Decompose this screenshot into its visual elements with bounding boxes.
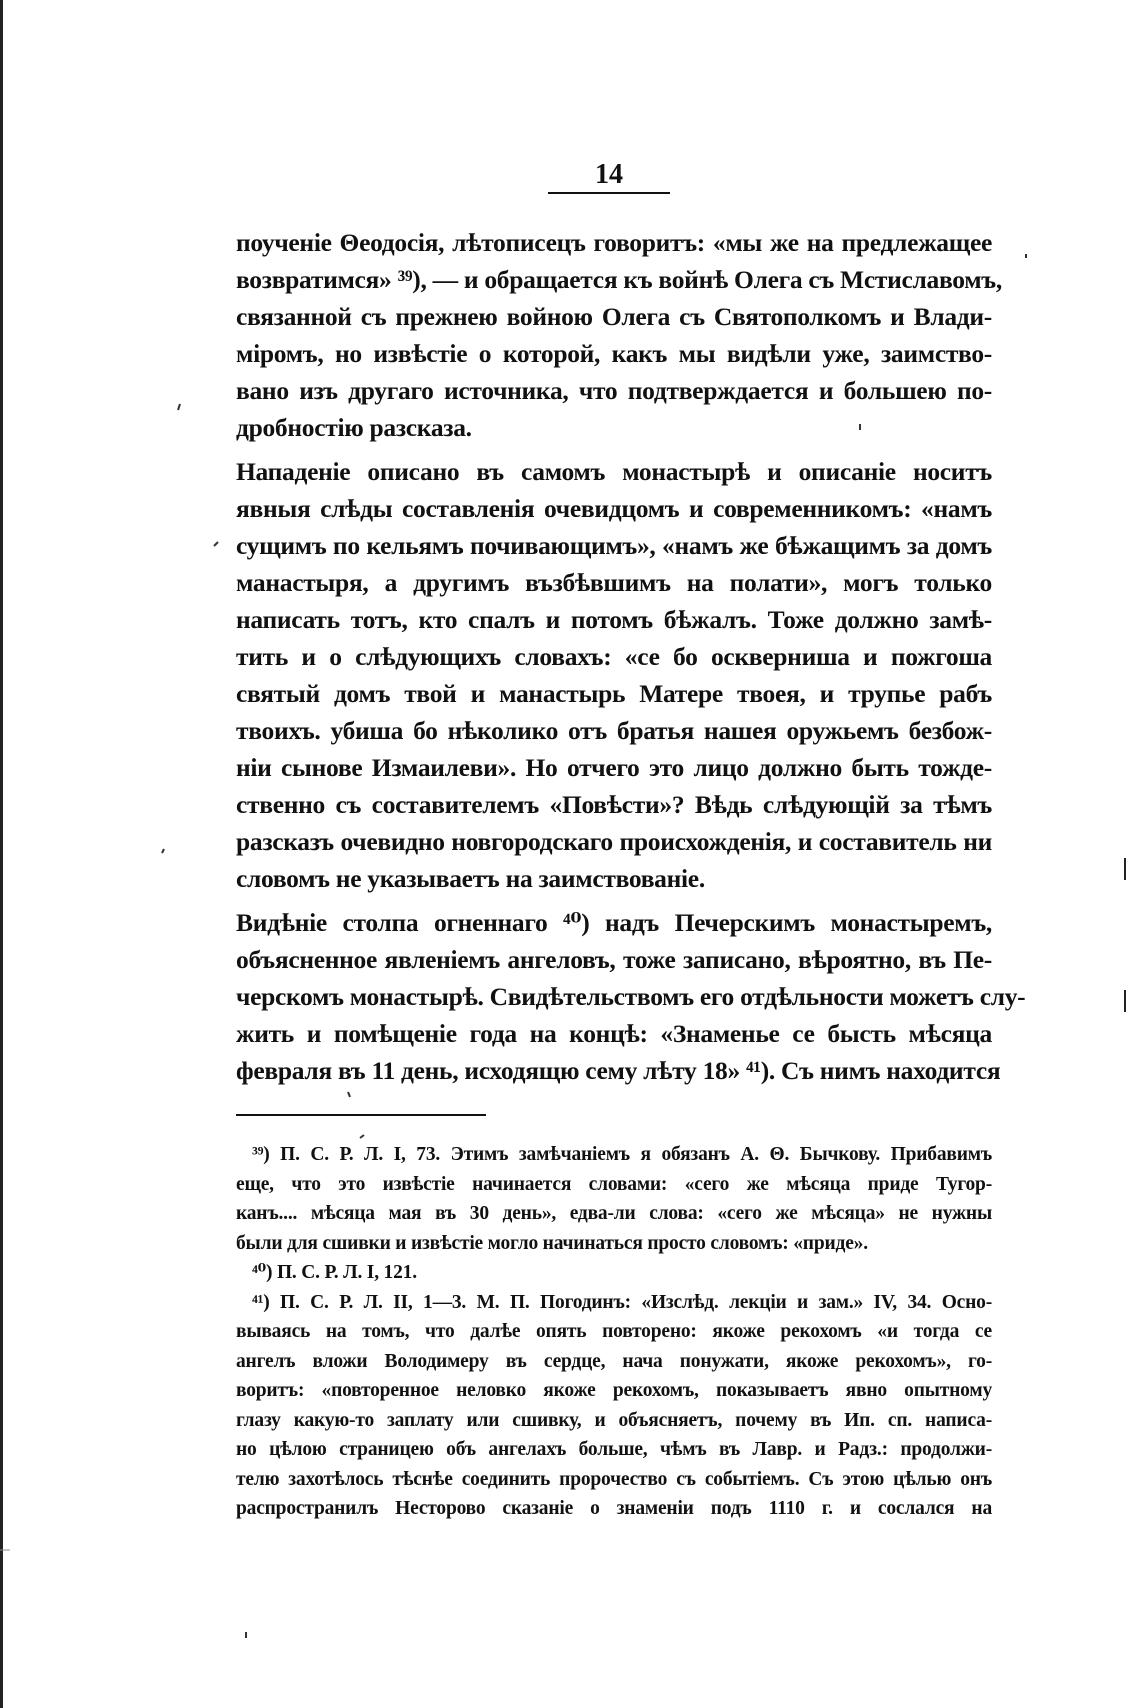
text-line: черскомъ монастырѣ. Свидѣтельствомъ его отдѣльности можетъ слу- xyxy=(236,982,1026,1011)
text-line: сущимъ по кельямъ почивающимъ», «намъ же бѣжащимъ за домъ xyxy=(236,531,992,560)
footnote-line: воритъ: «повторенное неловко якоже рекохомъ, показываетъ явно опытному xyxy=(236,1380,992,1401)
text-line: разсказъ очевидно новгородскаго происхожденія, и составитель ни xyxy=(236,827,992,856)
text-line: ственно съ составителемъ «Повѣсти»? Вѣдь слѣдующій за тѣмъ xyxy=(236,790,992,819)
text-line: манастыря, а другимъ възбѣвшимъ на полати», могъ только xyxy=(236,568,992,597)
footnote-line: глазу какую-то заплату или сшивку, и объясняетъ, почему въ Ип. сп. написа- xyxy=(236,1409,992,1431)
footnote-rule xyxy=(236,1114,486,1116)
footnote-line: еще, что это извѣстіе начинается словами: «сего же мѣсяца приде Тугор- xyxy=(236,1173,992,1195)
page-number-rule xyxy=(548,192,670,194)
text-line: связанной съ прежнею войною Олега съ Святополкомъ и Влади- xyxy=(236,302,992,331)
footnote-line: ⁴¹) П. С. Р. Л. II, 1—3. М. П. Погодинъ: «Изслѣд. лекціи и зам.» IV, 34. Осно- xyxy=(252,1291,992,1313)
text-line: вано изъ другаго источника, что подтверждается и большею по- xyxy=(236,376,992,405)
footnote-line: ³⁹) П. С. Р. Л. I, 73. Этимъ замѣчаніемъ я обязанъ А. Θ. Бычкову. Прибавимъ xyxy=(252,1144,992,1165)
footnote-line: вываясь на томъ, что далѣе опять повторено: якоже рекохомъ «и тогда се xyxy=(236,1321,992,1342)
main-text xyxy=(236,224,1026,1089)
footnote-line: ⁴⁰) П. С. Р. Л. I, 121. xyxy=(252,1262,417,1283)
text-line: возвратимся» ³⁹), — и обращается къ войнѣ Олега съ Мстиславомъ, xyxy=(236,265,1002,294)
page-number: 14 xyxy=(595,159,623,190)
text-line: святый домъ твой и манастырь Матере твоея, и трупье рабъ xyxy=(236,679,992,708)
footnote-line: были для сшивки и извѣстіе могло начинаться просто словомъ: «приде». xyxy=(236,1232,868,1254)
footnotes xyxy=(236,1140,992,1524)
footnote-line: распространилъ Несторово сказаніе о знаменіи подъ 1110 г. и сослался на xyxy=(236,1498,992,1519)
text-line: явныя слѣды составленія очевидцомъ и современникомъ: «намъ xyxy=(236,494,992,523)
text-line: міромъ, но извѣстіе о которой, какъ мы видѣли уже, заимство- xyxy=(236,339,992,368)
text-line: дробностію разсказа. xyxy=(236,413,472,442)
text-line: ніи сынове Измаилеви». Но отчего это лицо должно быть тожде- xyxy=(236,753,992,782)
text-line: жить и помѣщеніе года на концѣ: «Знаменье се бысть мѣсяца xyxy=(236,1019,992,1048)
footnote-line: но цѣлою страницею объ ангелахъ больше, чѣмъ въ Лавр. и Радз.: продолжи- xyxy=(236,1439,992,1460)
text-line: Видѣніе столпа огненнаго ⁴⁰) надъ Печерскимъ монастыремъ, xyxy=(236,908,992,937)
text-line: Нападеніе описано въ самомъ монастырѣ и описаніе носитъ xyxy=(236,457,992,486)
text-line: тить и о слѣдующихъ словахъ: «се бо осквернишa и пожгоша xyxy=(236,642,992,671)
text-line: поученіе Θеодосія, лѣтописецъ говоритъ: «мы же на предлежащее xyxy=(236,228,992,257)
text-line: объясненное явленіемъ ангеловъ, тоже записано, вѣроятно, въ Пе- xyxy=(236,945,992,974)
text-line: написать тотъ, кто спалъ и потомъ бѣжалъ. Тоже должно замѣ- xyxy=(236,605,992,634)
footnote-line: канъ.... мѣсяца мая въ 30 день», едва-ли слова: «сего же мѣсяца» не нужны xyxy=(236,1203,992,1224)
footnote-line: телю захотѣлось тѣснѣе соединить пророчество съ событіемъ. Съ этою цѣлью онъ xyxy=(236,1468,992,1490)
text-line: твоихъ. убиша бо нѣколико отъ братья нашея оружьемъ безбож- xyxy=(236,716,992,745)
text-line: февраля въ 11 день, исходящю сему лѣту 18» ⁴¹). Съ нимъ находится xyxy=(236,1056,1001,1085)
text-line: словомъ не указываетъ на заимствованіе. xyxy=(236,864,705,893)
footnote-line: ангелъ вложи Володимеру въ сердце, нача понужати, якоже рекохомъ», го- xyxy=(236,1350,992,1372)
page-edge xyxy=(0,0,3,1708)
